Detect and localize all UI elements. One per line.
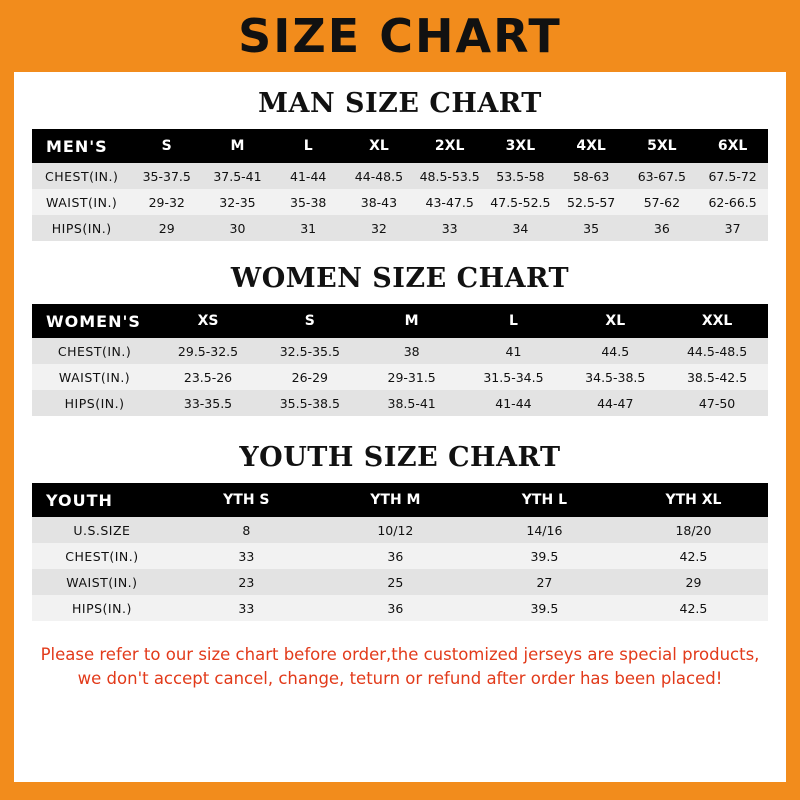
youth-section-title: YOUTH SIZE CHART [239,442,561,473]
table-cell: 36 [627,215,698,241]
youth-table-body [32,517,768,621]
table-cell: 37.5-41 [202,163,273,189]
women-header-cell: L [463,304,565,338]
table-cell: 43-47.5 [414,189,485,215]
table-cell: 44.5 [564,338,666,364]
table-cell: 14/16 [470,517,619,543]
table-cell: 26-29 [259,364,361,390]
youth-table-head [32,483,768,517]
man-header-cell: 6XL [697,129,768,163]
man-header-cell: L [273,129,344,163]
table-cell: 32 [344,215,415,241]
table-row [32,215,768,241]
row-label: CHEST(IN.) [32,163,131,189]
table-cell: 23.5-26 [157,364,259,390]
table-cell: 29.5-32.5 [157,338,259,364]
table-cell: 38 [361,338,463,364]
table-cell: 35.5-38.5 [259,390,361,416]
table-row [32,517,768,543]
table-cell: 48.5-53.5 [414,163,485,189]
table-cell: 33-35.5 [157,390,259,416]
table-cell: 29-31.5 [361,364,463,390]
man-header-cell: M [202,129,273,163]
table-cell: 42.5 [619,543,768,569]
youth-header-cell: YTH S [172,483,321,517]
women-table-head [32,304,768,338]
youth-header-cell: YTH XL [619,483,768,517]
table-cell: 8 [172,517,321,543]
row-label: CHEST(IN.) [32,543,172,569]
youth-header-cell: YTH M [321,483,470,517]
man-size-table [32,129,768,241]
table-cell: 29 [131,215,202,241]
table-cell: 44-47 [564,390,666,416]
table-cell: 38.5-42.5 [666,364,768,390]
table-row [32,163,768,189]
table-header-row [32,304,768,338]
table-cell: 29 [619,569,768,595]
women-header-cell: S [259,304,361,338]
table-cell: 32-35 [202,189,273,215]
table-cell: 29-32 [131,189,202,215]
man-header-cell: 5XL [627,129,698,163]
table-cell: 38-43 [344,189,415,215]
table-cell: 41-44 [463,390,565,416]
table-cell: 10/12 [321,517,470,543]
page-banner [0,0,800,72]
row-label: WAIST(IN.) [32,364,157,390]
table-cell: 44-48.5 [344,163,415,189]
table-cell: 47.5-52.5 [485,189,556,215]
women-header-cell: XS [157,304,259,338]
table-cell: 42.5 [619,595,768,621]
table-row [32,543,768,569]
table-row [32,569,768,595]
footer-note [32,643,768,691]
row-label: CHEST(IN.) [32,338,157,364]
footer-note-line-2: we don't accept cancel, change, teturn or refund after order has been placed! [77,668,723,688]
table-cell: 36 [321,595,470,621]
bottom-accent-bar [0,782,800,800]
youth-size-table [32,483,768,621]
table-cell: 18/20 [619,517,768,543]
table-cell: 27 [470,569,619,595]
table-row [32,390,768,416]
man-header-cell: 3XL [485,129,556,163]
table-cell: 44.5-48.5 [666,338,768,364]
row-label: HIPS(IN.) [32,215,131,241]
row-label: HIPS(IN.) [32,595,172,621]
table-cell: 57-62 [627,189,698,215]
man-header-cell: 4XL [556,129,627,163]
table-cell: 35-37.5 [131,163,202,189]
table-cell: 53.5-58 [485,163,556,189]
women-size-table [32,304,768,416]
table-cell: 23 [172,569,321,595]
row-label: U.S.SIZE [32,517,172,543]
table-cell: 35 [556,215,627,241]
table-row [32,595,768,621]
man-section-title: MAN SIZE CHART [258,88,542,119]
table-cell: 62-66.5 [697,189,768,215]
man-header-cell: S [131,129,202,163]
women-header-label: WOMEN'S [32,304,157,338]
man-header-cell: XL [344,129,415,163]
women-header-cell: XXL [666,304,768,338]
youth-header-label: YOUTH [32,483,172,517]
table-cell: 36 [321,543,470,569]
table-cell: 35-38 [273,189,344,215]
women-header-cell: XL [564,304,666,338]
table-cell: 33 [172,595,321,621]
table-cell: 30 [202,215,273,241]
table-cell: 52.5-57 [556,189,627,215]
youth-header-cell: YTH L [470,483,619,517]
row-label: WAIST(IN.) [32,569,172,595]
women-header-cell: M [361,304,463,338]
table-row [32,189,768,215]
table-cell: 34 [485,215,556,241]
table-cell: 39.5 [470,543,619,569]
women-table-body [32,338,768,416]
row-label: HIPS(IN.) [32,390,157,416]
table-cell: 39.5 [470,595,619,621]
table-cell: 34.5-38.5 [564,364,666,390]
table-cell: 33 [414,215,485,241]
man-table-body [32,163,768,241]
row-label: WAIST(IN.) [32,189,131,215]
footer-note-line-1: Please refer to our size chart before order,the customized jerseys are special products, [40,645,760,664]
table-cell: 47-50 [666,390,768,416]
page-title: SIZE CHART [238,9,562,63]
table-cell: 41-44 [273,163,344,189]
table-cell: 31.5-34.5 [463,364,565,390]
man-header-cell: 2XL [414,129,485,163]
table-row [32,364,768,390]
table-header-row [32,129,768,163]
table-cell: 25 [321,569,470,595]
table-cell: 67.5-72 [697,163,768,189]
man-header-label: MEN'S [32,129,131,163]
women-section-title: WOMEN SIZE CHART [230,263,570,294]
table-cell: 58-63 [556,163,627,189]
page-content [14,88,786,691]
table-cell: 38.5-41 [361,390,463,416]
table-header-row [32,483,768,517]
table-cell: 37 [697,215,768,241]
table-cell: 41 [463,338,565,364]
table-cell: 63-67.5 [627,163,698,189]
table-cell: 31 [273,215,344,241]
table-cell: 33 [172,543,321,569]
table-row [32,338,768,364]
man-table-head [32,129,768,163]
table-cell: 32.5-35.5 [259,338,361,364]
